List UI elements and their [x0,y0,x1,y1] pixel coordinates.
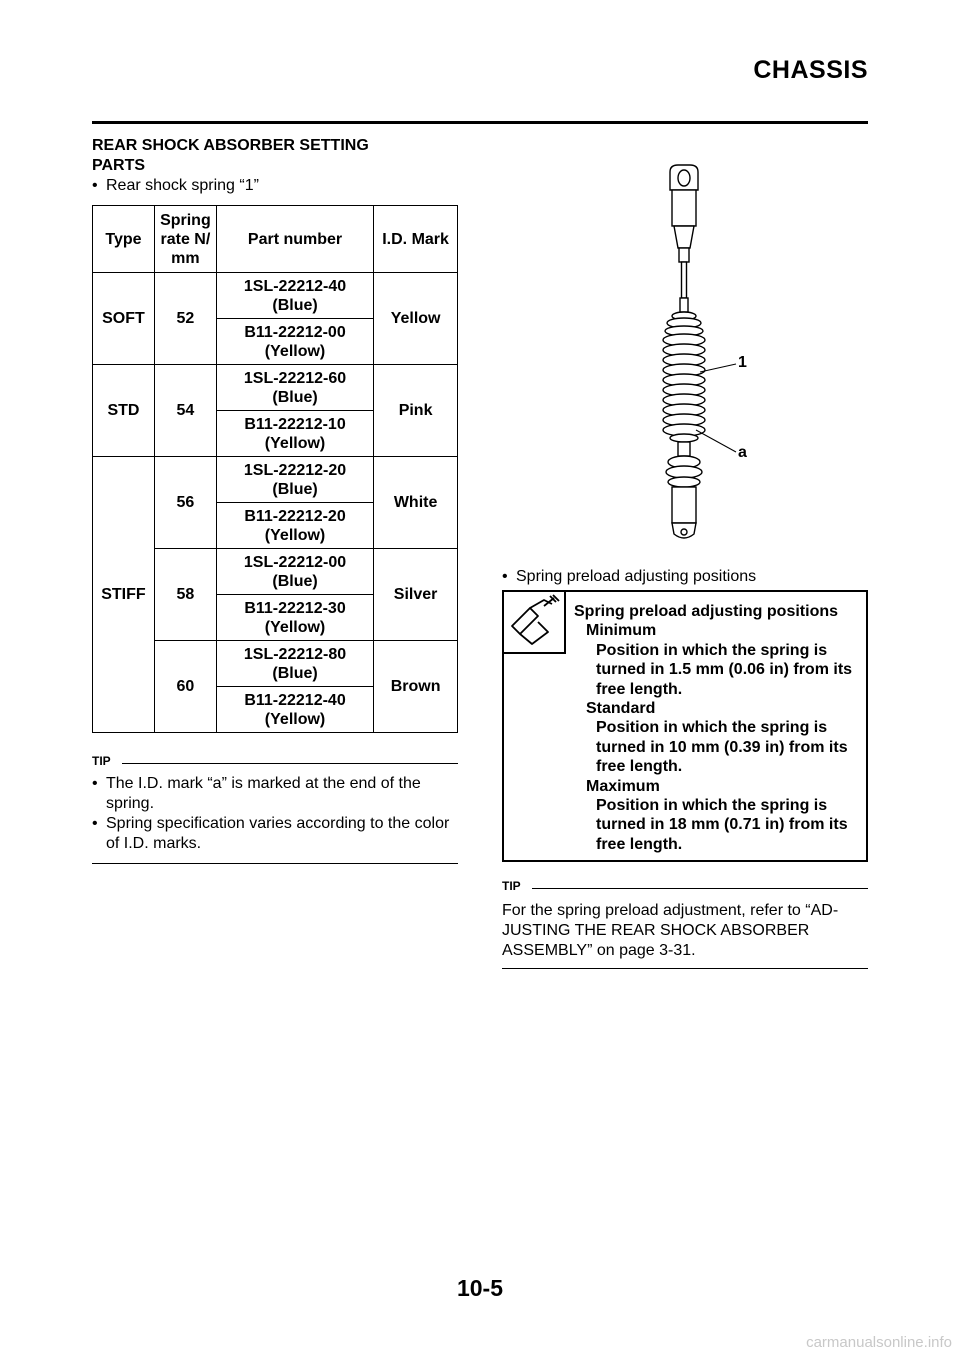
preload-spec-title: Spring preload adjusting positions [574,603,839,620]
preload-spec-box [502,590,868,862]
minimum-text: Position in which the spring is turned in 1.5 mm (0.06 in) from its free length. [596,641,853,698]
type-cell: SOFT [93,273,155,365]
mark-cell: Brown [374,641,458,733]
part-cell: 1SL-22212-80 (Blue) [216,641,373,687]
mark-cell: Silver [374,549,458,641]
minimum-label: Minimum [586,622,657,640]
type-cell: STD [93,365,155,457]
table-header-row [93,206,458,273]
rate-cell: 52 [154,273,216,365]
shock-absorber-illustration [640,160,780,540]
maximum-text: Position in which the spring is turned in 18 mm (0.71 in) from its free length. [596,797,848,853]
page-number: 10-5 [456,1275,504,1301]
intro-bullet: • Rear shock spring “1” [92,176,458,196]
standard-text: Position in which the spring is turned in 10 mm (0.39 in) from its free length. [596,719,848,776]
standard-label: Standard [586,700,656,718]
maximum-label: Maximum [586,777,660,795]
figure-label-a: a [738,444,747,461]
wrench-icon [504,592,566,654]
table-row [93,273,458,319]
header-rule [92,121,868,124]
rate-cell: 58 [154,549,216,641]
table-row [93,365,458,411]
part-cell: B11-22212-00 (Yellow) [216,319,373,365]
spring-spec-table [92,205,458,733]
tip-left-item: • Spring specification varies according to the color of I.D. marks. [92,814,458,854]
rate-cell: 60 [154,641,216,733]
preload-spec-content [574,602,870,854]
mark-cell: Pink [374,365,458,457]
mark-cell: Yellow [374,273,458,365]
page-header-title: CHASSIS [753,56,868,84]
subsection-title: PARTS [92,157,146,174]
table-row [93,457,458,503]
watermark: carmanualsonline.info [806,1334,952,1351]
mark-cell: White [374,457,458,549]
part-cell: 1SL-22212-00 (Blue) [216,549,373,595]
left-column [92,136,458,196]
part-cell: B11-22212-30 (Yellow) [216,595,373,641]
header-mark: I.D. Mark [374,206,458,273]
part-cell: 1SL-22212-20 (Blue) [216,457,373,503]
tip-left-item: • The I.D. mark “a” is marked at the end of the spring. [92,774,458,814]
rate-cell: 56 [154,457,216,549]
part-cell: B11-22212-20 (Yellow) [216,503,373,549]
tip-left-text [92,774,458,854]
tip-right-text: For the spring preload adjustment, refer to “AD- JUSTING THE REAR SHOCK ABSORBER ASSEMBLY” on page 3-31. [502,902,839,959]
section-title: REAR SHOCK ABSORBER SETTING [92,137,369,154]
part-cell: B11-22212-40 (Yellow) [216,687,373,733]
header-type: Type [93,206,155,273]
part-cell: 1SL-22212-40 (Blue) [216,273,373,319]
part-cell: 1SL-22212-60 (Blue) [216,365,373,411]
tip-left-label: TIP [92,754,111,768]
tip-right-label: TIP [502,879,521,893]
figure-label-1: 1 [738,354,747,371]
header-part: Part number [216,206,373,273]
tip-left-end-rule [92,863,458,864]
preload-bullet: • Spring preload adjusting positions [502,567,882,587]
tip-left-rule [122,763,458,764]
tip-right-end-rule [502,968,868,969]
rate-cell: 54 [154,365,216,457]
tip-right-rule [532,888,868,889]
type-cell: STIFF [93,457,155,733]
part-cell: B11-22212-10 (Yellow) [216,411,373,457]
header-rate: Spring rate N/ mm [154,206,216,273]
